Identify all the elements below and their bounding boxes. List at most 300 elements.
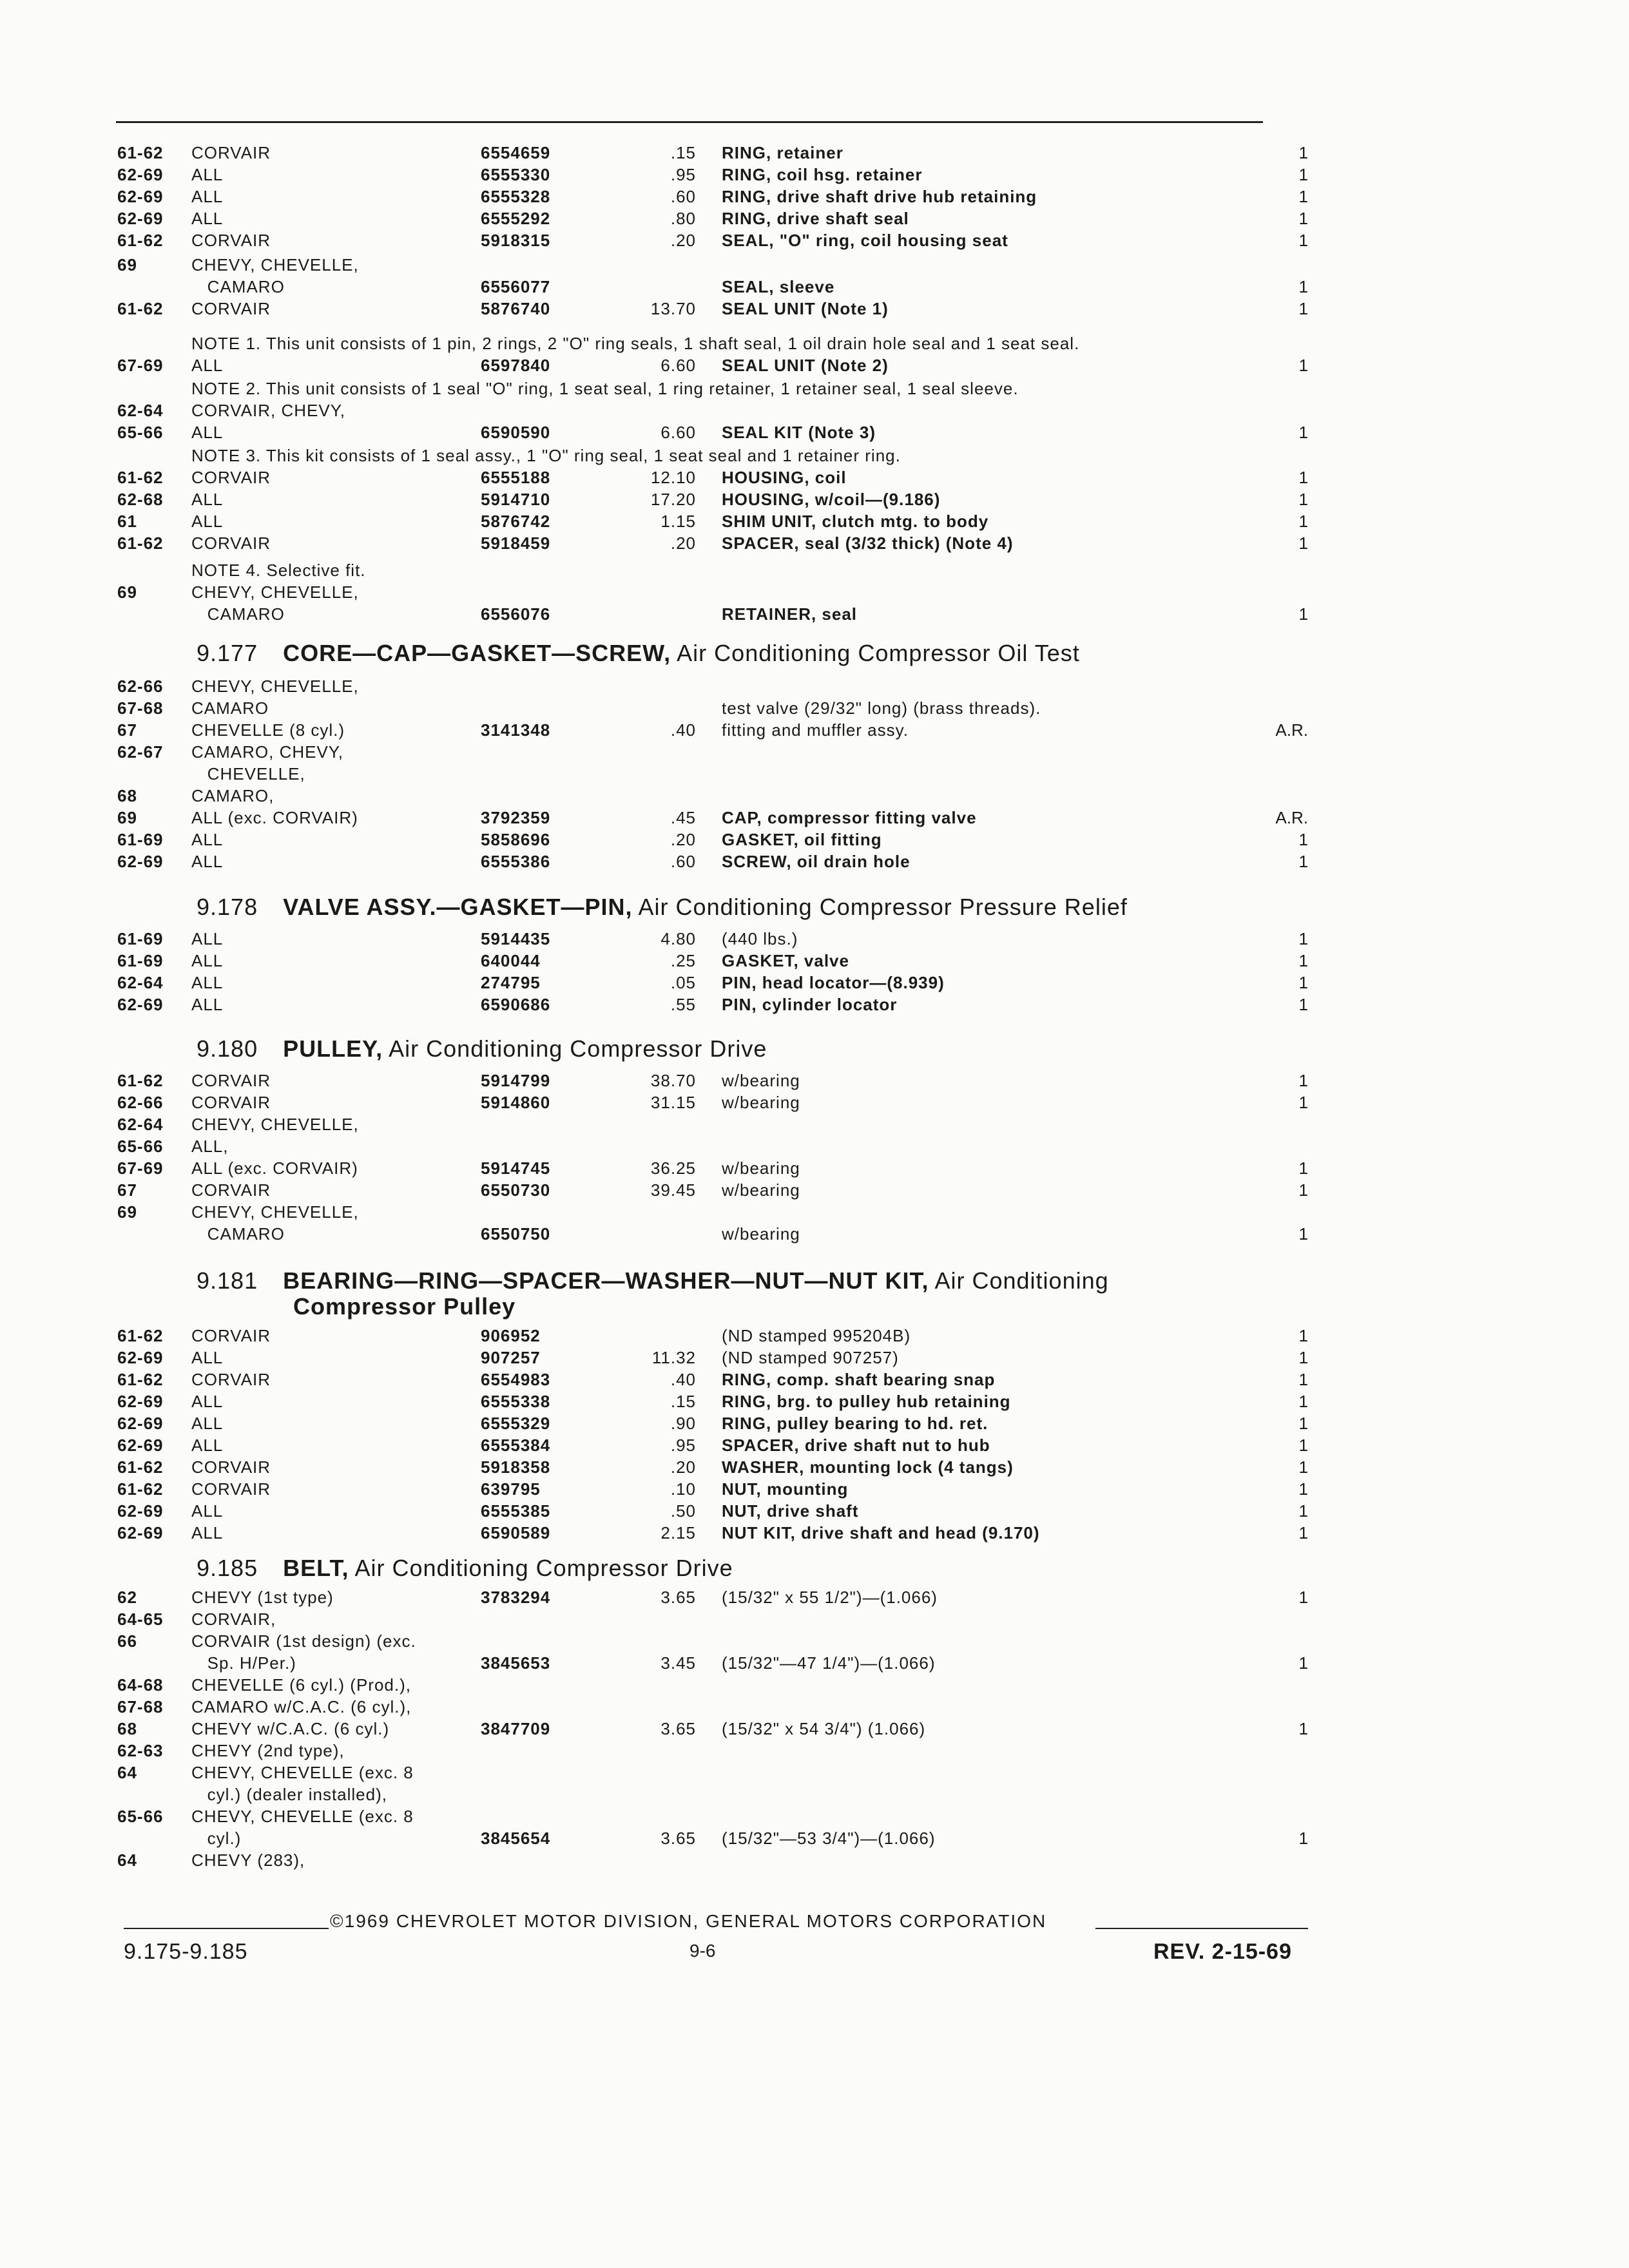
part-description: (15/32" x 54 3/4") (1.066) xyxy=(722,1719,926,1738)
model-name: cyl.) xyxy=(191,1829,242,1848)
part-number: 5914435 xyxy=(481,929,551,948)
model-years: 61-62 xyxy=(117,1326,164,1345)
parts-row xyxy=(0,532,1629,554)
model-name: ALL xyxy=(191,209,224,228)
part-number: 6555338 xyxy=(481,1392,551,1411)
parts-row xyxy=(0,697,1629,719)
quantity: A.R. xyxy=(1275,720,1308,740)
model-name: CORVAIR, xyxy=(191,1610,276,1629)
parts-row xyxy=(0,1113,1629,1135)
part-number: 5876740 xyxy=(481,299,551,318)
part-description: RING, coil hsg. retainer xyxy=(722,165,923,184)
part-number: 639795 xyxy=(481,1479,541,1499)
parts-row xyxy=(0,972,1629,994)
list-price: .50 xyxy=(670,1501,696,1521)
model-name: CORVAIR xyxy=(191,533,271,553)
model-name: ALL xyxy=(191,1523,224,1542)
part-description: (440 lbs.) xyxy=(722,929,798,948)
model-name: ALL xyxy=(191,165,224,184)
model-years: 67-69 xyxy=(117,1158,164,1178)
parts-row xyxy=(0,1412,1629,1434)
part-description: GASKET, valve xyxy=(722,951,849,970)
part-description: RING, drive shaft drive hub retaining xyxy=(722,187,1037,206)
list-price: .45 xyxy=(670,808,696,827)
footer-copyright: ©1969 CHEVROLET MOTOR DIVISION, GENERAL MOTORS CORPORATION xyxy=(330,1911,1047,1931)
model-years: 62-69 xyxy=(117,1414,164,1433)
parts-row xyxy=(0,928,1629,950)
list-price: 6.60 xyxy=(660,423,696,442)
parts-row xyxy=(0,1805,1629,1827)
section-number: 9.185 xyxy=(197,1555,258,1581)
list-price: .20 xyxy=(670,830,696,849)
model-name: ALL xyxy=(191,1414,224,1433)
model-years: 69 xyxy=(117,1202,137,1222)
part-description: NUT, drive shaft xyxy=(722,1501,859,1521)
section-title: BELT, xyxy=(283,1555,349,1581)
model-name: CAMARO w/C.A.C. (6 cyl.), xyxy=(191,1697,412,1716)
parts-row xyxy=(0,1652,1629,1674)
part-description: SEAL UNIT (Note 1) xyxy=(722,299,889,318)
model-name: CORVAIR xyxy=(191,143,271,162)
model-years: 62-69 xyxy=(117,852,164,871)
quantity: 1 xyxy=(1298,187,1308,206)
list-price: .90 xyxy=(670,1414,696,1433)
part-description: NUT, mounting xyxy=(722,1479,849,1499)
quantity: 1 xyxy=(1298,951,1308,970)
part-description: SEAL, sleeve xyxy=(722,277,835,296)
parts-row xyxy=(0,1157,1629,1179)
model-name: CHEVELLE (8 cyl.) xyxy=(191,720,345,740)
quantity: 1 xyxy=(1298,1348,1308,1367)
part-description: SEAL, "O" ring, coil housing seat xyxy=(722,231,1008,250)
model-years: 62-69 xyxy=(117,995,164,1014)
model-years: 68 xyxy=(117,786,137,805)
quantity: 1 xyxy=(1298,852,1308,871)
model-name: ALL (exc. CORVAIR) xyxy=(191,1158,358,1178)
parts-row xyxy=(0,994,1629,1015)
list-price: .95 xyxy=(670,1436,696,1455)
part-number: 6555385 xyxy=(481,1501,551,1521)
list-price: 3.65 xyxy=(660,1588,696,1607)
part-description: CAP, compressor fitting valve xyxy=(722,808,977,827)
part-number: 6555330 xyxy=(481,165,551,184)
model-years: 61-62 xyxy=(117,1370,164,1389)
model-years: 62-69 xyxy=(117,1392,164,1411)
parts-row xyxy=(0,207,1629,229)
list-price: .25 xyxy=(670,951,696,970)
section-subtitle: Air Conditioning xyxy=(934,1267,1109,1294)
parts-row xyxy=(0,1500,1629,1522)
quantity: 1 xyxy=(1298,533,1308,553)
list-price: .60 xyxy=(670,852,696,871)
part-number: 6550730 xyxy=(481,1180,551,1200)
model-years: 62-66 xyxy=(117,1093,164,1112)
section-9-178-heading xyxy=(197,893,1128,921)
part-number: 3845653 xyxy=(481,1653,551,1673)
list-price: .20 xyxy=(670,1457,696,1477)
parts-row xyxy=(0,1478,1629,1500)
parts-row xyxy=(0,254,1629,276)
part-description: SEAL UNIT (Note 2) xyxy=(722,356,889,375)
parts-row xyxy=(0,186,1629,207)
quantity: 1 xyxy=(1298,468,1308,487)
model-name: CHEVY (1st type) xyxy=(191,1588,334,1607)
section-number: 9.180 xyxy=(197,1035,258,1062)
model-name: ALL xyxy=(191,995,224,1014)
model-years: 67-68 xyxy=(117,1697,164,1716)
parts-row xyxy=(0,741,1629,763)
model-name: CORVAIR xyxy=(191,1370,271,1389)
model-years: 67-68 xyxy=(117,698,164,718)
parts-row xyxy=(0,276,1629,298)
quantity: 1 xyxy=(1298,165,1308,184)
model-name: ALL xyxy=(191,356,224,375)
model-years: 61-62 xyxy=(117,533,164,553)
quantity: A.R. xyxy=(1275,808,1308,827)
list-price: 3.45 xyxy=(660,1653,696,1673)
parts-row xyxy=(0,1608,1629,1630)
model-name: CHEVY, CHEVELLE, xyxy=(191,1115,359,1134)
parts-row xyxy=(0,466,1629,488)
list-price: .40 xyxy=(670,1370,696,1389)
footer-rule-left xyxy=(124,1928,329,1929)
section-number: 9.181 xyxy=(197,1267,258,1294)
list-price: .40 xyxy=(670,720,696,740)
footer-section-range: 9.175-9.185 xyxy=(124,1939,248,1964)
parts-row xyxy=(0,1201,1629,1223)
parts-row xyxy=(0,950,1629,972)
model-name: CORVAIR xyxy=(191,1457,271,1477)
part-description: RING, pulley bearing to hd. ret. xyxy=(722,1414,988,1433)
footer-rule-right xyxy=(1095,1928,1308,1929)
note-row xyxy=(0,445,1629,466)
list-price: 38.70 xyxy=(650,1071,696,1090)
part-number: 906952 xyxy=(481,1326,541,1345)
model-name: ALL xyxy=(191,951,224,970)
part-number: 3783294 xyxy=(481,1588,551,1607)
parts-row xyxy=(0,1696,1629,1718)
section-9-181-heading-line2 xyxy=(293,1293,516,1321)
quantity: 1 xyxy=(1298,1588,1308,1607)
quantity: 1 xyxy=(1298,1501,1308,1521)
part-number: 5876742 xyxy=(481,512,551,531)
quantity: 1 xyxy=(1298,1158,1308,1178)
part-number: 6554983 xyxy=(481,1370,551,1389)
model-years: 61-62 xyxy=(117,1479,164,1499)
model-years: 62-69 xyxy=(117,1348,164,1367)
model-name: ALL (exc. CORVAIR) xyxy=(191,808,358,827)
model-years: 61-62 xyxy=(117,1457,164,1477)
part-number: 6550750 xyxy=(481,1224,551,1244)
parts-row xyxy=(0,719,1629,741)
model-years: 62 xyxy=(117,1588,137,1607)
part-number: 5858696 xyxy=(481,830,551,849)
model-years: 66 xyxy=(117,1631,137,1651)
model-name: CORVAIR xyxy=(191,1180,271,1200)
parts-row xyxy=(0,1347,1629,1369)
model-years: 64-65 xyxy=(117,1610,164,1629)
parts-row xyxy=(0,1434,1629,1456)
part-description: GASKET, oil fitting xyxy=(722,830,882,849)
part-number: 6555386 xyxy=(481,852,551,871)
list-price: 1.15 xyxy=(660,512,696,531)
list-price: 36.25 xyxy=(650,1158,696,1178)
part-number: 907257 xyxy=(481,1348,541,1367)
section-9-185-heading xyxy=(197,1554,733,1582)
parts-row xyxy=(0,142,1629,164)
model-years: 64 xyxy=(117,1850,137,1870)
quantity: 1 xyxy=(1298,929,1308,948)
list-price: 13.70 xyxy=(650,299,696,318)
part-description: w/bearing xyxy=(722,1093,800,1112)
model-name: CHEVELLE, xyxy=(191,764,305,783)
model-years: 69 xyxy=(117,808,137,827)
part-description: SCREW, oil drain hole xyxy=(722,852,911,871)
model-name: ALL xyxy=(191,1436,224,1455)
part-number: 3141348 xyxy=(481,720,551,740)
quantity: 1 xyxy=(1298,1457,1308,1477)
parts-row xyxy=(0,1179,1629,1201)
model-years: 61-62 xyxy=(117,468,164,487)
model-name: CAMARO xyxy=(191,1224,285,1244)
part-number: 6555328 xyxy=(481,187,551,206)
part-number: 5918459 xyxy=(481,533,551,553)
footer-revision: REV. 2-15-69 xyxy=(1153,1939,1292,1964)
model-name: CAMARO xyxy=(191,698,269,718)
part-description: fitting and muffler assy. xyxy=(722,720,909,740)
list-price: 31.15 xyxy=(650,1093,696,1112)
model-years: 62-69 xyxy=(117,209,164,228)
list-price: .20 xyxy=(670,231,696,250)
quantity: 1 xyxy=(1298,277,1308,296)
parts-row xyxy=(0,1783,1629,1805)
parts-row xyxy=(0,354,1629,376)
parts-row xyxy=(0,1762,1629,1783)
model-name: CHEVY w/C.A.C. (6 cyl.) xyxy=(191,1719,390,1738)
note-row xyxy=(0,559,1629,581)
part-description: w/bearing xyxy=(722,1180,800,1200)
parts-row xyxy=(0,488,1629,510)
quantity: 1 xyxy=(1298,1653,1308,1673)
list-price: .15 xyxy=(670,143,696,162)
model-name: CHEVY, CHEVELLE, xyxy=(191,677,359,696)
model-name: ALL xyxy=(191,187,224,206)
model-name: CHEVY, CHEVELLE (exc. 8 xyxy=(191,1807,414,1826)
list-price: .15 xyxy=(670,1392,696,1411)
parts-row xyxy=(0,1586,1629,1608)
model-years: 62-69 xyxy=(117,1523,164,1542)
parts-row xyxy=(0,1223,1629,1245)
part-number: 5914745 xyxy=(481,1158,551,1178)
model-years: 64 xyxy=(117,1763,137,1782)
part-description: (15/32" x 55 1/2")—(1.066) xyxy=(722,1588,938,1607)
parts-row xyxy=(0,510,1629,532)
part-description: WASHER, mounting lock (4 tangs) xyxy=(722,1457,1014,1477)
parts-row xyxy=(0,1849,1629,1871)
list-price: 17.20 xyxy=(650,490,696,509)
parts-row xyxy=(0,1390,1629,1412)
model-years: 67 xyxy=(117,1180,137,1200)
section-9-177-heading xyxy=(197,639,1080,668)
parts-row xyxy=(0,1674,1629,1696)
note-row xyxy=(0,332,1629,354)
quantity: 1 xyxy=(1298,604,1308,624)
part-description: (ND stamped 907257) xyxy=(722,1348,899,1367)
model-name: ALL, xyxy=(191,1137,229,1156)
parts-row xyxy=(0,1522,1629,1544)
parts-row xyxy=(0,1135,1629,1157)
part-description: w/bearing xyxy=(722,1071,800,1090)
note-row xyxy=(0,378,1629,399)
list-price: 11.32 xyxy=(651,1348,696,1367)
model-years: 61-62 xyxy=(117,1071,164,1090)
parts-row xyxy=(0,298,1629,320)
parts-row xyxy=(0,1456,1629,1478)
model-name: CAMARO, CHEVY, xyxy=(191,742,344,762)
model-years: 61-69 xyxy=(117,951,164,970)
section-title: VALVE ASSY.—GASKET—PIN, xyxy=(283,894,633,920)
section-number: 9.177 xyxy=(197,640,258,666)
model-name: Sp. H/Per.) xyxy=(191,1653,296,1673)
model-years: 64-68 xyxy=(117,1675,164,1695)
parts-row xyxy=(0,1630,1629,1652)
model-name: cyl.) (dealer installed), xyxy=(191,1785,387,1804)
model-years: 62-66 xyxy=(117,677,164,696)
quantity: 1 xyxy=(1298,973,1308,992)
part-description: PIN, head locator—(8.939) xyxy=(722,973,945,992)
section-title-line2: Compressor Pulley xyxy=(293,1293,516,1320)
model-name: CORVAIR xyxy=(191,1326,271,1345)
parts-row xyxy=(0,1325,1629,1347)
part-number: 3845654 xyxy=(481,1829,551,1848)
model-name: ALL xyxy=(191,1392,224,1411)
part-number: 640044 xyxy=(481,951,541,970)
parts-row xyxy=(0,1369,1629,1390)
model-name: ALL xyxy=(191,852,224,871)
footer-page-number: 9-6 xyxy=(689,1941,716,1961)
note-2: NOTE 2. This unit consists of 1 seal "O" ring, 1 seat seal, 1 ring retainer, 1 retainer seal, 1 seal sleeve. xyxy=(191,379,1019,398)
list-price: 2.15 xyxy=(660,1523,696,1542)
part-description: RING, brg. to pulley hub retaining xyxy=(722,1392,1011,1411)
model-name: CORVAIR xyxy=(191,1071,271,1090)
part-description: test valve (29/32" long) (brass threads). xyxy=(722,698,1041,718)
model-name: CHEVY, CHEVELLE (exc. 8 xyxy=(191,1763,414,1782)
parts-row xyxy=(0,1091,1629,1113)
part-description: RING, comp. shaft bearing snap xyxy=(722,1370,996,1389)
part-description: NUT KIT, drive shaft and head (9.170) xyxy=(722,1523,1040,1542)
part-description: PIN, cylinder locator xyxy=(722,995,898,1014)
part-description: SHIM UNIT, clutch mtg. to body xyxy=(722,512,989,531)
section-title: PULLEY, xyxy=(283,1035,383,1062)
quantity: 1 xyxy=(1298,423,1308,442)
part-number: 3792359 xyxy=(481,808,551,827)
quantity: 1 xyxy=(1298,231,1308,250)
part-number: 5914799 xyxy=(481,1071,551,1090)
part-description: RING, drive shaft seal xyxy=(722,209,909,228)
part-number: 6590686 xyxy=(481,995,551,1014)
parts-row xyxy=(0,399,1629,421)
part-description: HOUSING, w/coil—(9.186) xyxy=(722,490,941,509)
part-number: 6554659 xyxy=(481,143,551,162)
parts-row xyxy=(0,229,1629,251)
quantity: 1 xyxy=(1298,1523,1308,1542)
part-number: 6555329 xyxy=(481,1414,551,1433)
part-number: 6590589 xyxy=(481,1523,551,1542)
model-years: 61 xyxy=(117,512,137,531)
part-number: 6556077 xyxy=(481,277,551,296)
model-years: 61-62 xyxy=(117,299,164,318)
model-years: 67 xyxy=(117,720,137,740)
list-price: .20 xyxy=(670,533,696,553)
quantity: 1 xyxy=(1298,830,1308,849)
quantity: 1 xyxy=(1298,490,1308,509)
model-years: 65-66 xyxy=(117,1137,164,1156)
part-description: (15/32"—47 1/4")—(1.066) xyxy=(722,1653,936,1673)
part-description: SEAL KIT (Note 3) xyxy=(722,423,876,442)
parts-row xyxy=(0,829,1629,850)
model-name: CHEVY (283), xyxy=(191,1850,305,1870)
model-name: CORVAIR xyxy=(191,299,271,318)
model-name: CORVAIR xyxy=(191,1093,271,1112)
quantity: 1 xyxy=(1298,1326,1308,1345)
quantity: 1 xyxy=(1298,299,1308,318)
model-years: 65-66 xyxy=(117,423,164,442)
quantity: 1 xyxy=(1298,1071,1308,1090)
section-9-181-heading xyxy=(197,1267,1109,1295)
section-title: CORE—CAP—GASKET—SCREW, xyxy=(283,640,671,666)
part-number: 6555292 xyxy=(481,209,551,228)
list-price: .80 xyxy=(670,209,696,228)
quantity: 1 xyxy=(1298,1180,1308,1200)
quantity: 1 xyxy=(1298,1436,1308,1455)
section-number: 9.178 xyxy=(197,894,258,920)
model-years: 61-62 xyxy=(117,143,164,162)
model-name: CHEVY, CHEVELLE, xyxy=(191,1202,359,1222)
model-name: ALL xyxy=(191,1348,224,1367)
parts-row xyxy=(0,1827,1629,1849)
part-number: 6590590 xyxy=(481,423,551,442)
parts-row xyxy=(0,164,1629,186)
model-name: CAMARO xyxy=(191,604,285,624)
model-name: ALL xyxy=(191,423,224,442)
model-years: 69 xyxy=(117,255,137,274)
note-1: NOTE 1. This unit consists of 1 pin, 2 rings, 2 "O" ring seals, 1 shaft seal, 1 oil drain hole seal and 1 seat seal. xyxy=(191,334,1080,353)
part-number: 3847709 xyxy=(481,1719,551,1738)
part-description: (15/32"—53 3/4")—(1.066) xyxy=(722,1829,936,1848)
model-years: 62-63 xyxy=(117,1741,164,1760)
section-subtitle: Air Conditioning Compressor Drive xyxy=(354,1555,733,1581)
parts-row xyxy=(0,1070,1629,1091)
list-price: .95 xyxy=(670,165,696,184)
list-price: 6.60 xyxy=(660,356,696,375)
part-description: RING, retainer xyxy=(722,143,843,162)
part-number: 5918358 xyxy=(481,1457,551,1477)
list-price: 3.65 xyxy=(660,1719,696,1738)
parts-row xyxy=(0,675,1629,697)
section-title: BEARING—RING—SPACER—WASHER—NUT—NUT KIT, xyxy=(283,1267,929,1294)
model-years: 65-66 xyxy=(117,1807,164,1826)
model-name: ALL xyxy=(191,1501,224,1521)
quantity: 1 xyxy=(1298,1224,1308,1244)
list-price: .60 xyxy=(670,187,696,206)
part-description: HOUSING, coil xyxy=(722,468,847,487)
model-years: 62-64 xyxy=(117,401,164,420)
model-years: 61-62 xyxy=(117,231,164,250)
model-years: 62-69 xyxy=(117,1436,164,1455)
quantity: 1 xyxy=(1298,1414,1308,1433)
model-name: CAMARO, xyxy=(191,786,275,805)
quantity: 1 xyxy=(1298,995,1308,1014)
